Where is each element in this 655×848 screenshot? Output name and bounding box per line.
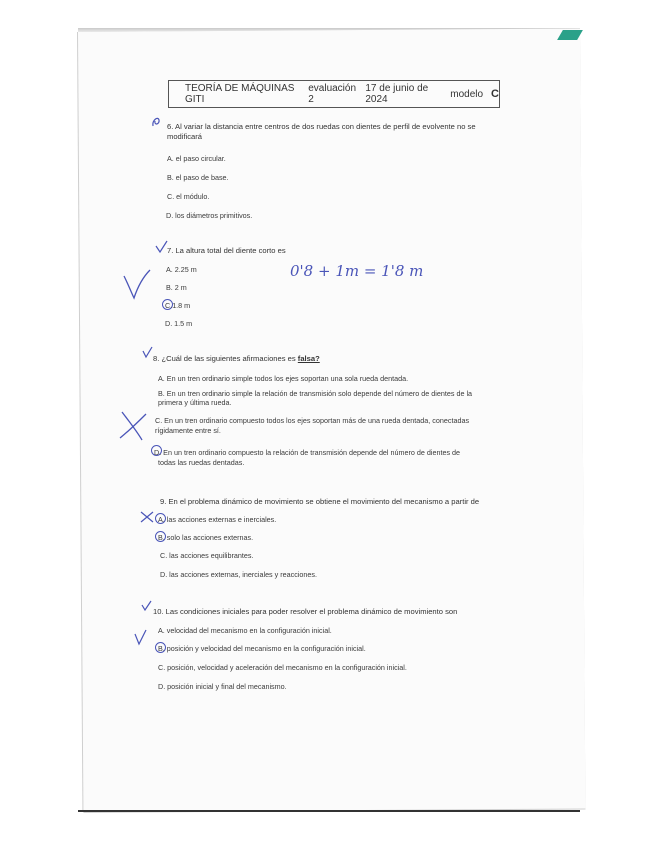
question-6-text: 6. Al variar la distancia entre centros de dos ruedas con dientes de perfil de evolvente no se [167,122,476,131]
q10-option-b: B. posición y velocidad del mecanismo en la configuración inicial. [158,644,366,653]
question-8 [153,354,320,364]
cross-icon [118,410,150,442]
question-6-text-line2: modificará [167,132,203,141]
question-8-text: 8. ¿Cuál de las siguientes afirmaciones es [153,354,296,363]
exam-date: 17 de junio de 2024 [365,83,429,105]
evaluation-label: evaluación 2 [308,83,357,105]
question-8-emphasis: falsa? [297,354,320,363]
q8-option-b: B. En un tren ordinario simple la relación de transmisión solo depende del número de dientes de la [158,389,473,398]
question-9-text: 9. En el problema dinámico de movimiento se obtiene el movimiento del mecanismo a partir de [160,497,480,506]
q7-option-c: C.1.8 m [165,301,191,310]
q9-option-a: A. las acciones externas e inerciales. [158,515,277,524]
q8-option-a: A. En un tren ordinario simple todos los ejes soportan una sola rueda dentada. [158,374,409,383]
q10-option-c: C. posición, velocidad y aceleración del mecanismo en la configuración inicial. [158,663,407,672]
course-title: TEORÍA DE MÁQUINAS GITI [185,83,295,105]
q6-option-c: C. el módulo. [167,192,210,201]
q7-option-b: B. 2 m [166,283,187,292]
question-10-text: 10. Las condiciones iniciales para poder resolver el problema dinámico de movimiento son [153,607,458,616]
handwritten-mark-q6 [150,114,164,130]
check-icon [133,628,149,648]
q6-option-b: B. el paso de base. [167,173,229,182]
q8-option-c: C. En un tren ordinario compuesto todos los ejes soportan más de una rueda dentada, conectadas [155,416,470,425]
q9-option-b: B. solo las acciones externas. [158,533,254,542]
q9-option-d: D. las acciones externas, inerciales y reacciones. [160,570,317,579]
exam-header [168,80,500,108]
q6-option-a: A. el paso circular. [167,154,226,163]
check-icon [122,268,152,302]
q7-option-a: A. 2.25 m [166,265,197,274]
model-letter: C [491,88,499,100]
model-label: modelo [450,88,484,100]
q8-option-d-line2: todas las ruedas dentadas. [158,458,245,467]
q7-option-d: D. 1.5 m [165,319,193,328]
q10-option-a: A. velocidad del mecanismo en la configuración inicial. [158,626,332,635]
q6-option-d: D. los diámetros primitivos. [166,211,253,220]
question-7-text: 7. La altura total del diente corto es [167,246,286,255]
check-icon [141,600,153,612]
q8-option-b-line2: primera y última rueda. [158,398,232,407]
q8-option-c-line2: rígidamente entre sí. [155,426,221,435]
q8-option-d: D. En un tren ordinario compuesto la relación de transmisión depende del número de dientes de [154,448,461,457]
handwritten-calculation: 0'8 + 1m = 1'8 m [290,262,424,280]
cross-icon [139,510,155,524]
paper-bottom-edge [78,810,580,812]
q9-option-c: C. las acciones equilibrantes. [160,551,254,560]
question-6 [167,122,507,142]
q10-option-d: D. posición inicial y final del mecanismo. [158,682,287,691]
